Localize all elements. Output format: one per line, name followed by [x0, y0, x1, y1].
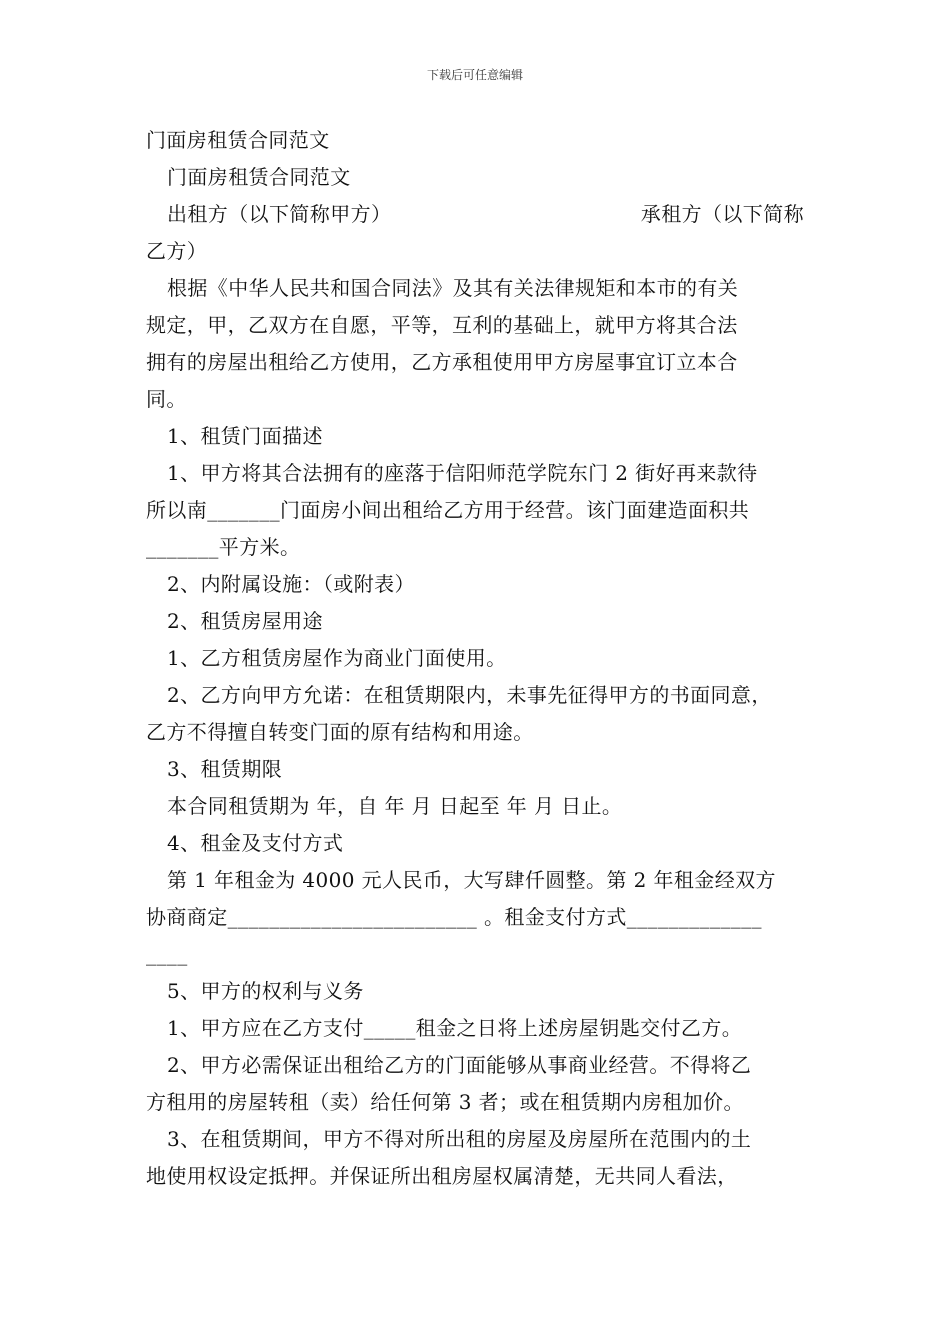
paragraph-line: 3、在租赁期间，甲方不得对所出租的房屋及房屋所在范围内的土: [167, 1127, 752, 1151]
section-heading: 3、租赁期限: [167, 757, 283, 781]
paragraph-line: 1、乙方租赁房屋作为商业门面使用。: [167, 646, 507, 670]
header-note: 下载后可任意编辑: [426, 68, 523, 82]
paragraph-line: 1、甲方应在乙方支付_____租金之日将上述房屋钥匙交付乙方。: [167, 1016, 743, 1040]
section-heading: 1、租赁门面描述: [167, 424, 323, 448]
paragraph-line: 根据《中华人民共和国合同法》及其有关法律规矩和本市的有关: [167, 276, 739, 300]
paragraph-line: 2、内附属设施：（或附表）: [167, 572, 415, 596]
section-heading: 2、租赁房屋用途: [167, 609, 323, 633]
paragraph-line: 乙方不得擅自转变门面的原有结构和用途。: [146, 720, 534, 744]
party-lessee: 承租方（以下简称: [640, 202, 804, 226]
paragraph-line: 2、乙方向甲方允诺：在租赁期限内，未事先征得甲方的书面同意，: [167, 683, 772, 707]
paragraph-line: 地使用权设定抵押。并保证所出租房屋权属清楚，无共同人看法，: [146, 1164, 738, 1188]
paragraph-line: _______平方米。: [146, 535, 301, 559]
paragraph-line: 方租用的房屋转租（卖）给任何第 3 者；或在租赁期内房租加价。: [146, 1090, 744, 1114]
paragraph-line: 所以南_______门面房小间出租给乙方用于经营。该门面建造面积共: [146, 498, 750, 522]
paragraph-line: 2、甲方必需保证出租给乙方的门面能够从事商业经营。不得将乙: [167, 1053, 752, 1077]
document-subtitle: 门面房租赁合同范文: [167, 165, 351, 189]
paragraph-line: 协商商定________________________ 。租金支付方式_____________: [146, 905, 762, 929]
paragraph-line: 本合同租赁期为 年，自 年 月 日起至 年 月 日止。: [167, 794, 623, 818]
paragraph-line: ____: [146, 942, 188, 966]
party-lessor: 出租方（以下简称甲方）: [167, 202, 392, 226]
parties-line: [146, 196, 808, 233]
document-title: 门面房租赁合同范文: [146, 128, 330, 152]
paragraph-line: 同。: [146, 387, 187, 411]
paragraph-line: 1、甲方将其合法拥有的座落于信阳师范学院东门 2 街好再来款待: [167, 461, 758, 485]
paragraph-line: 拥有的房屋出租给乙方使用，乙方承租使用甲方房屋事宜订立本合: [146, 350, 738, 374]
document-body: [146, 122, 808, 1195]
section-heading: 5、甲方的权利与义务: [167, 979, 364, 1003]
paragraph-line: 规定，甲，乙双方在自愿，平等，互利的基础上，就甲方将其合法: [146, 313, 738, 337]
paragraph-line: 第 1 年租金为 4000 元人民币，大写肆仟圆整。第 2 年租金经双方: [167, 868, 776, 892]
section-heading: 4、租金及支付方式: [167, 831, 344, 855]
party-lessee-continued: 乙方）: [146, 239, 208, 263]
